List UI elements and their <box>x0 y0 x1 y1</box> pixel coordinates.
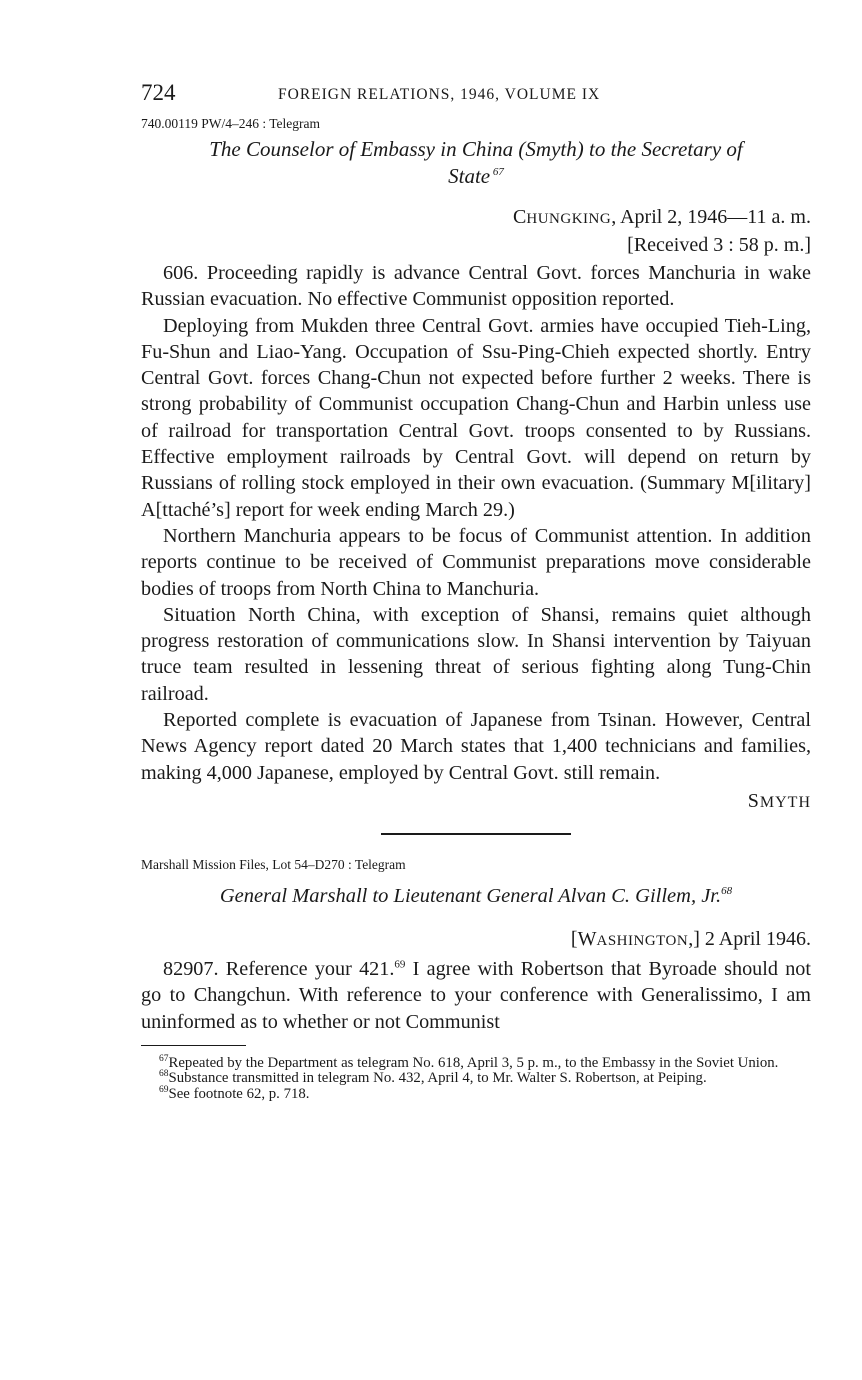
dateline <box>141 926 811 954</box>
footnote-ref <box>394 958 405 970</box>
footnote-ref-number: 68 <box>721 885 733 898</box>
footnote <box>141 1071 811 1087</box>
telegram-smyth <box>141 116 811 813</box>
section-divider <box>381 833 571 835</box>
date: ,] 2 April 1946. <box>688 927 811 950</box>
place-rest: ASHINGTON <box>596 932 689 949</box>
footnote <box>141 1087 811 1103</box>
telegram-marshall <box>141 857 811 1035</box>
place-initial: C <box>513 206 527 228</box>
place-initial: W <box>577 927 597 950</box>
paragraph-start: 82907. Reference your 421. <box>163 957 395 980</box>
footnote-number: 67 <box>159 1053 169 1064</box>
footnote-text: See footnote 62, p. 718. <box>168 1086 310 1103</box>
footnotes <box>141 1053 811 1103</box>
paragraph: Reported complete is evacuation of Japanese from Tsinan. However, Central News Agency report dated 20 March states that 1,400 technicians and families, making 4,000 Japanese, employed by Central Govt. still remain. <box>141 709 811 784</box>
place-rest: HUNGKING <box>526 211 612 227</box>
paragraph: Deploying from Mukden three Central Govt. armies have occupied Tieh-Ling, Fu-Shun and Liao-Yang. Occupation of Ssu-Ping-Chieh expected shortly. Entry Central Govt. forces Chang-Chun not expected before further 2 weeks. There is strong probability of Communist occupation Chang-Chun and Harbin unless use of railroad for transportation Central Govt. troops consented to by Russians. Effective employment railroads by Central Govt. will depend on return by Russians of rolling stock employed in their own evacuation. (Summary M[ilitary] A[ttaché’s] report for week ending March 29.) <box>141 314 811 521</box>
file-reference: Marshall Mission Files, Lot 54–D270 : Telegram <box>141 856 406 872</box>
signature-initial: S <box>747 789 760 812</box>
paragraph: Northern Manchuria appears to be focus of Communist attention. In addition reports continue to be received of Communist preparations move considerable bodies of troops from North China to Manchuria. <box>141 524 811 600</box>
footnote-divider <box>141 1045 246 1046</box>
dateline <box>141 204 811 232</box>
paragraph: 606. Proceeding rapidly is advance Central Govt. forces Manchuria in wake Russian evacuation. No effective Communist opposition reported. <box>141 262 811 311</box>
date-time: , April 2, 1946—11 a. m. <box>611 206 811 228</box>
footnote-ref <box>721 885 732 897</box>
footnote-text: Repeated by the Department as telegram No. 618, April 3, 5 p. m., to the Embassy in the Soviet Union. <box>168 1054 779 1071</box>
title-text: State <box>448 164 491 188</box>
page-number: 724 <box>141 80 176 105</box>
signature <box>141 790 811 813</box>
message-body <box>141 260 811 786</box>
paragraph-rest: I agree with Robertson that Byroade should not go to Changchun. With reference to your conference with Generalissimo, I am uninformed as to whether or not Communist <box>141 957 811 1033</box>
paragraph <box>141 956 811 1035</box>
document-page <box>141 70 811 1103</box>
footnote-ref-number: 69 <box>394 958 406 971</box>
footnote-text: Substance transmitted in telegram No. 432, April 4, to Mr. Walter S. Robertson, at Peiping. <box>168 1070 707 1087</box>
document-title <box>141 883 811 910</box>
title-line-1: The Counselor of Embassy in China (Smyth) to the Secretary of <box>209 137 743 161</box>
footnote-number: 68 <box>159 1069 169 1080</box>
bracket: [ <box>570 927 578 950</box>
signature-rest: MYTH <box>759 793 811 811</box>
title-line-2 <box>141 163 811 190</box>
footnote-ref-number: 67 <box>492 166 504 178</box>
running-title: FOREIGN RELATIONS, 1946, VOLUME IX <box>278 86 601 103</box>
footnote-ref <box>490 166 504 178</box>
file-reference: 740.00119 PW/4–246 : Telegram <box>141 116 321 131</box>
title-text: General Marshall to Lieutenant General Alvan C. Gillem, Jr. <box>219 884 722 907</box>
paragraph: Situation North China, with exception of Shansi, remains quiet although progress restoration of communications slow. In Shansi intervention by Taiyuan truce team resulted in lessening threat of serious fighting along Tung-Chin railroad. <box>141 603 811 705</box>
document-title <box>141 136 811 190</box>
received-line: [Received 3 : 58 p. m.] <box>627 234 811 256</box>
footnote-number: 69 <box>159 1085 169 1096</box>
page-header <box>141 70 811 110</box>
